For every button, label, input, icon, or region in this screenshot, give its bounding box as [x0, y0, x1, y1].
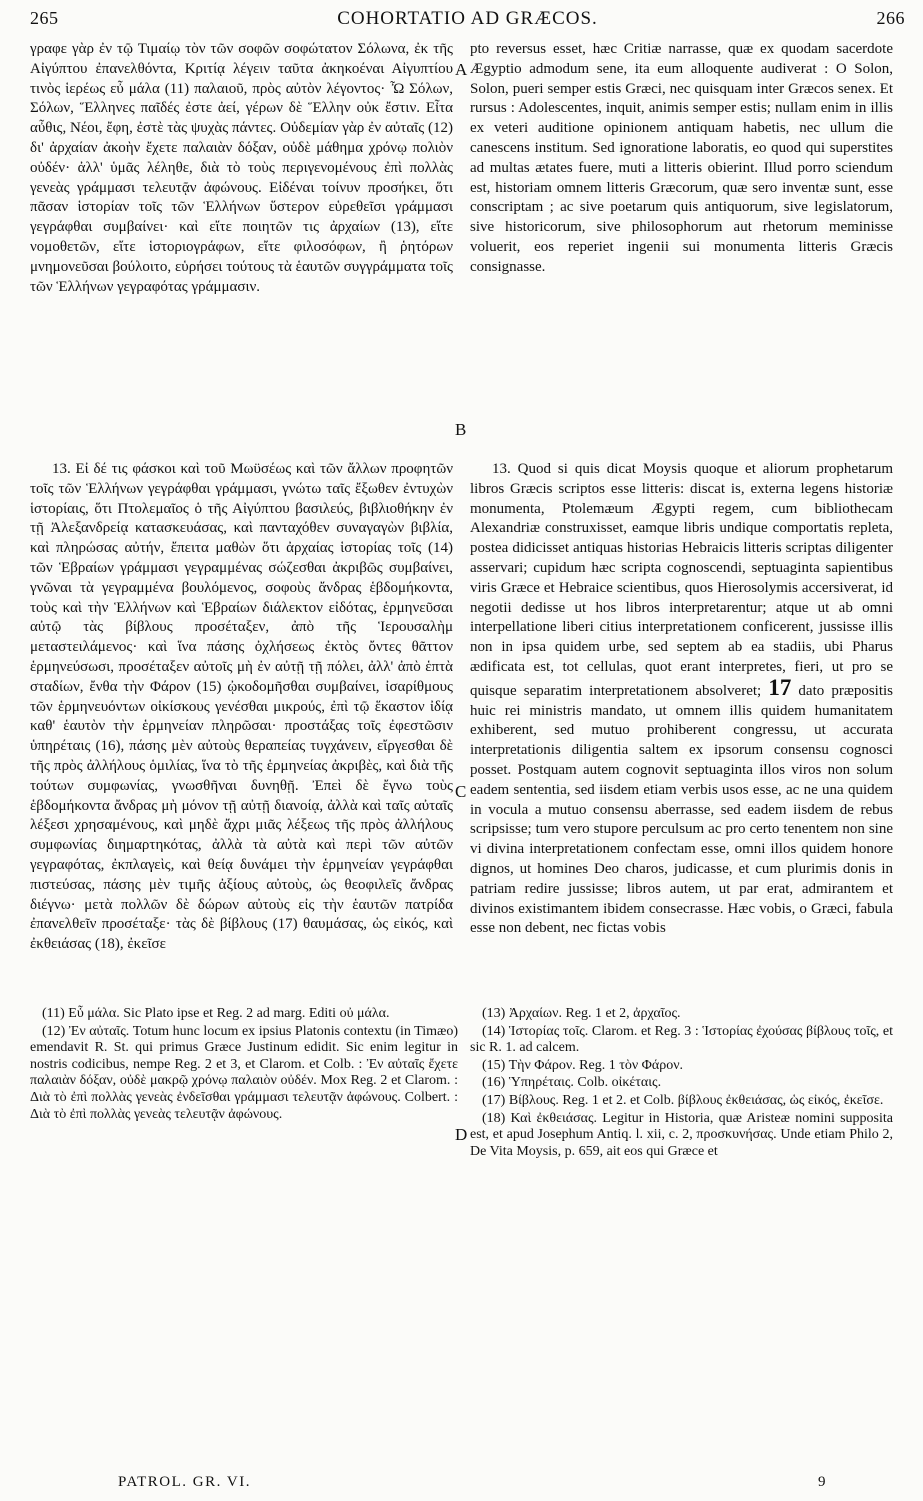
- running-header: [30, 8, 905, 34]
- footnote-14: (14) Ἱστορίας τοῖς. Clarom. et Reg. 3 : Ἱστορίας ἐχούσας βίβλους τοῖς, et sic R. 1. ad calcem.: [470, 1023, 893, 1056]
- gathering-number: 9: [818, 1474, 826, 1490]
- latin-column-top: [470, 40, 893, 444]
- section-marker-b: B: [455, 420, 467, 439]
- latin-paragraph-13: [470, 460, 893, 939]
- latin-column-main: [470, 460, 893, 984]
- signature-mark: PATROL. GR. VI.: [118, 1474, 251, 1490]
- running-title: COHORTATIO AD GRÆCOS.: [337, 8, 598, 29]
- latin-paragraph-text-b: dato præpositis huic rei ministris mandato, ut omnem illis quidem humanitatem exhiberent, sed mutuo prohiberent congressu, ut accurata interpretationis diligentia saltem ex ipsorum consensu cognosci posset. Postquam autem cognovit septuaginta illos viros non solum eadem sententia, sed iisdem etiam verbis usos esse, ac ne una quidem in vocula a mutuo consensu aberrasse, sed eadem iisdem de rebus scripsisse; tum vero stupore perculsum ac pro certo tenentem non sine vi divina interpretationem confectam esse, omni illos quidem honore dignos, ut homines Deo charos, judicasse, et cum plurimis donis in patriam redire jussisse; libros autem, ut par erat, admirantem et divinos existimantem ibidem consecrasse. Hæc vobis, o Græci, fabula esse non debent, nec fictas vobis: [470, 682, 894, 937]
- footnote-13: (13) Ἀρχαίων. Reg. 1 et 2, ἀρχαῖος.: [482, 1006, 681, 1021]
- footnote-16: (16) Ὑπηρέταις. Colb. οἰκέταις.: [482, 1075, 662, 1091]
- section-marker-a: A: [455, 60, 468, 79]
- footnote-15: (15) Τὴν Φάρον. Reg. 1 τὸν Φάρον.: [482, 1057, 684, 1073]
- footnote-12: (12) Ἐν αὐταῖς. Totum hunc locum ex ipsius Platonis contextu (in Timæo) emendavit R. St. qui primus Græce Justinum edidit. Sic enim legitur in nostris codicibus, nempe Reg. 2 et 3, et Clarom. et Colb. : Ἐν αὐταῖς ἔχετε παλαιὰν δόξαν, οὐδὲ μακρῷ χρόνῳ παλαιὸν οὐδέν. Mox Reg. 2 et Clarom. : Διὰ τὸ ἐπὶ πολλὰς γενεὰς ἐνδεῖσθαι γράμμασι τελευτᾷν ἀφώνους. Colbert. : Διὰ τὸ ἐπὶ πολλὰς γενεὰς τελευτᾷν ἀφώνους.: [30, 1023, 458, 1122]
- footnotes-right: [470, 1006, 893, 1464]
- greek-paragraph-top: γραφε γὰρ ἐν τῷ Τιμαίῳ τὸν τῶν σοφῶν σοφώτατον Σόλωνα, ἐκ τῆς Αἰγύπτου ἐπανελθόντα, Κριτίᾳ λέγειν ταῦτα ἀκηκοέναι Αἰγυπτίου τινὸς ἱερέως εὖ μάλα (11) παλαιοῦ, πρὸς αὐτὸν λέγοντος· Ὦ Σόλων, Σόλων, Ἕλληνες παῖδές ἐστε ἀεί, γέρων δὲ Ἕλλην οὐκ ἔστιν. Εἶτα αὖθις, Νέοι, ἔφη, ἐστὲ τὰς ψυχὰς πάντες. Οὐδεμίαν γὰρ ἐν αὐταῖς (12) δι' ἀρχαίαν ἀκοὴν ἔχετε παλαιὰν δόξαν, οὐδὲ μάθημα χρόνῳ πολιὸν οὐδέν· ἀλλ' ὑμᾶς λέληθε, διὰ τὸ τοὺς περιγενομένους ἐπὶ πολλὰς γενεὰς γράμμασι τελευτᾷν ἀφώνους. Εἰδέναι τοίνυν προσήκει, ὅτι πᾶσαν ἱστορίαν τοῖς τῶν Ἑλλήνων ὕστερον εὑρεθεῖσι γράμμασι γεγράφθαι συμβαίνει· καὶ εἴτε ποιητῶν τις ἀρχαίων (13), εἴτε νομοθετῶν, εἴτε ἱστοριογράφων, εἴτε φιλοσόφων, ἢ ῥητόρων μνημονεῦσαι βούλοιτο, εὑρήσει τούτους τὰ ἑαυτῶν συγγράμματα τοῖς τῶν Ἑλλήνων γεγραφότας γράμμασιν.: [30, 41, 453, 295]
- page-number-right: 266: [876, 8, 905, 28]
- page-number-left: 265: [30, 8, 59, 28]
- footnote-17: (17) Βίβλους. Reg. 1 et 2. et Colb. βίβλους ἐκθειάσας, ὡς εἰκός, ἐκεῖσε.: [482, 1092, 884, 1108]
- footnotes-left: [30, 1006, 458, 1464]
- greek-paragraph-text: Εἰ δέ τις φάσκοι καὶ τοῦ Μωϋσέως καὶ τῶν ἄλλων προφητῶν τοῖς τῶν Ἑλλήνων γεγράφθαι γράμμασι, γνώτω ταῖς ἔξωθεν ἐντυχὼν ἱστορίαις, ὅτι Πτολεμαῖος ὁ τῆς Αἰγύπτου βασιλεύς, βιβλιοθήκην ἐν τῇ Ἀλεξανδρείᾳ κατασκευάσας, καὶ πανταχόθεν συναγαγὼν βιβλία, καὶ πληρώσας αὐτήν, ἔπειτα μαθὼν ὅτι ἀρχαίας ἱστορίας τοῖς (14) τῶν Ἑβραίων γράμμασι γεγραμμένας σώζεσθαι ἀκριβῶς συμβαίνει, γνῶναι τὰ γεγραμμένα βουλόμενος, σοφοὺς ἄνδρας ἑβδομήκοντα, τοὺς καὶ τὴν Ἑλλήνων καὶ Ἑβραίων διάλεκτον εἰδότας, ἑρμηνεῦσαι αὐτῷ τὰς βίβλους προσέταξεν, ἀπὸ τῆς Ἱερουσαλὴμ μεταστειλάμενος· καὶ ἵνα πάσης ὀχλήσεως ἐκτὸς ὄντες θᾶττον ἑρμηνεύσωσι, προσέταξεν αὐτοῖς μὴ ἐν αὐτῇ τῇ πόλει, ἀλλ' ἀπὸ ἑπτὰ σταδίων, ἔνθα τὴν Φάρον (15) ᾠκοδομῆσθαι συμβαίνει, ἰσαρίθμους τῶν ἑρμηνευόντων οἰκίσκους γενέσθαι μικρούς, ἐπὶ τῷ ἕκαστον ἰδίᾳ καθ' ἑαυτὸν τὴν ἑρμηνείαν πληρῶσαι· προστάξας τοῖς ἐφεστῶσιν ὑπηρέταις (16), πάσης μὲν αὐτοὺς θεραπείας τυγχάνειν, εἴργεσθαι δὲ τῆς πρὸς ἀλλήλους ὁμιλίας, ἵνα τὸ τῆς ἑρμηνείας ἀκριβὲς, καὶ διὰ τῆς τούτων συμφωνίας, γνωσθῆναι δυνηθῇ. Ἐπεὶ δὲ ἔγνω τοὺς ἑβδομήκοντα ἄνδρας μὴ μόνον τῇ αὐτῇ διανοίᾳ, ἀλλὰ καὶ ταῖς αὐταῖς λέξεσι χρησαμένους, καὶ μηδὲ ἄχρι μιᾶς λέξεως τῆς πρὸς ἀλλήλους συμφωνίας διημαρτηκότας, ἀλλὰ τὰ αὐτὰ καὶ περὶ τῶν αὐτῶν γεγραφότας, ἐκπλαγεὶς, καὶ θείᾳ δυνάμει τὴν ἑρμηνείαν γεγράφθαι πιστεύσας, πάσης μὲν τιμῆς ἀξίους αὐτοὺς, ὡς θεοφιλεῖς ἄνδρας διέγνω· μετὰ πολλῶν δὲ δώρων αὐτοὺς εἰς τὴν ἑαυτῶν πατρίδα ἐπανελθεῖν προσέταξε· τὰς δὲ βίβλους (17) θαυμάσας, ὡς εἰκός, καὶ ἐκθειάσας (18), ἐκεῖσε: [30, 461, 453, 953]
- latin-paragraph-top: pto reversus esset, hæc Critiæ narrasse, quæ ex quodam sacerdote Ægyptio admodum sene, ita eum alloquente audiverat : O Solon, Solon, pueri semper estis Græci, nec quisquam inter Græcos senex. Et rursus : Adolescentes, inquit, animis semper estis; nullam enim in illis ex veteri auditione opinionem antiquam habetis, nec ullum die canescens institum. Sed ignoratione laboratis, eo quod qui superstites ad multas ætates fuere, muti a litteris obierint. Illud porro sciendum est, historiam omnem litteris Græcorum, quæ sero inventæ sunt, esse conscriptam ; ac sive poetarum quis antiquorum, sive legislatorum, sive historicorum, sive philosophorum aut rhetorum meminisse voluerit, eos reperiet ingenii sui monumenta litteris Græcis consignasse.: [470, 41, 893, 275]
- section-marker-c: C: [455, 782, 467, 801]
- footnote-18: (18) Καὶ ἐκθειάσας. Legitur in Historia, quæ Aristeæ nomini supposita est, et apud Josephum Antiq. l. xii, c. 2, προσκυνήσας. Unde etiam Philo 2, De Vita Moysis, p. 659, ait eos qui Græce et: [470, 1110, 893, 1159]
- greek-section-number: 13.: [52, 461, 71, 477]
- latin-inline-number: 17: [768, 674, 792, 700]
- latin-paragraph-text-a: 13. Quod si quis dicat Moysis quoque et aliorum prophetarum libros Græcis scriptos esse litteris: discat is, externa legens historiæ monumenta, Ptolemæum Ægypti regem, cum bibliothecam Alexandriæ construxisset, eamque libris undique comportatis repleta, postea didicisset antiquas historias Hebraicis litteris scriptas diligenter asservari; cupidum hæc scripta cognoscendi, septuaginta sapientibus viris Græce et Hebraice scientibus, quos Hierosolymis accersiverat, id negotii dedisse ut hos libros interpretarentur; atque ut ab omni interpellatione liberi citius interpretationem conficerent, jussisse illis non in ipsa quidem urbe, sed septem ab ea stadiis, ubi Pharus ædificata est, tot cellulas, quot erant interpretes, fieri, ut pro se quisque separatim interpretationem absolveret;: [470, 461, 893, 699]
- greek-column-main: [30, 460, 453, 984]
- greek-column-top: [30, 40, 453, 444]
- section-marker-d: D: [455, 1125, 468, 1144]
- footnote-11: (11) Εὖ μάλα. Sic Plato ipse et Reg. 2 ad marg. Editi οὐ μάλα.: [42, 1006, 390, 1021]
- greek-paragraph-13: [30, 460, 453, 955]
